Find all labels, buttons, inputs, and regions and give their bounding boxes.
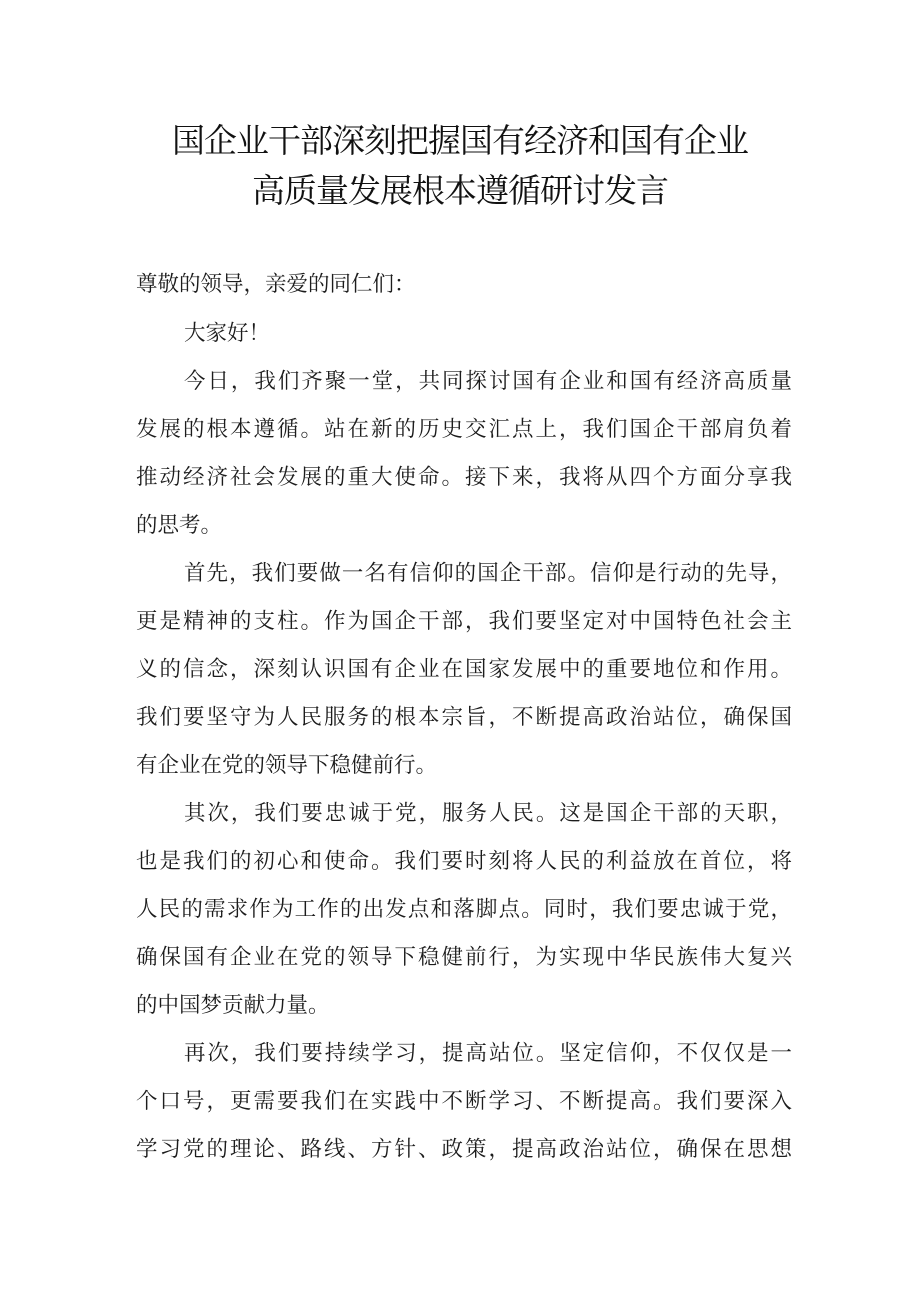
paragraph-1-line-2: 发展的根本遵循。站在新的历史交汇点上，我们国企干部肩负着 — [136, 417, 792, 442]
paragraph-2-line-2: 更是精神的支柱。作为国企干部，我们要坚定对中国特色社会主 — [136, 609, 792, 634]
document-title-line-2: 高质量发展根本遵循研讨发言 — [252, 171, 668, 210]
paragraph-1-line-1: 今日，我们齐聚一堂，共同探讨国有企业和国有经济高质量 — [184, 369, 792, 394]
paragraph-2-line-5: 有企业在党的领导下稳健前行。 — [136, 753, 438, 778]
greeting: 大家好！ — [184, 321, 271, 346]
paragraph-3-line-2: 也是我们的初心和使命。我们要时刻将人民的利益放在首位，将 — [136, 849, 792, 874]
paragraph-2-line-3: 义的信念，深刻认识国有企业在国家发展中的重要地位和作用。 — [136, 657, 792, 682]
paragraph-3-line-5: 的中国梦贡献力量。 — [136, 993, 330, 1018]
paragraph-3-line-3: 人民的需求作为工作的出发点和落脚点。同时，我们要忠诚于党， — [136, 897, 792, 922]
paragraph-4-line-1: 再次，我们要持续学习，提高站位。坚定信仰，不仅仅是一 — [184, 1041, 792, 1066]
paragraph-4-line-2: 个口号，更需要我们在实践中不断学习、不断提高。我们要深入 — [136, 1089, 792, 1114]
paragraph-1-line-4: 的思考。 — [136, 513, 223, 538]
paragraph-3-line-4: 确保国有企业在党的领导下稳健前行，为实现中华民族伟大复兴 — [136, 945, 792, 970]
paragraph-3-line-1: 其次，我们要忠诚于党，服务人民。这是国企干部的天职， — [184, 801, 792, 826]
paragraph-2-line-1: 首先，我们要做一名有信仰的国企干部。信仰是行动的先导， — [184, 561, 792, 586]
paragraph-2-line-4: 我们要坚守为人民服务的根本宗旨，不断提高政治站位，确保国 — [136, 705, 792, 730]
document-title-line-1: 国企业干部深刻把握国有经济和国有企业 — [172, 121, 748, 160]
paragraph-4-line-3: 学习党的理论、路线、方针、政策，提高政治站位，确保在思想 — [136, 1137, 792, 1162]
salutation: 尊敬的领导，亲爱的同仁们： — [136, 272, 416, 297]
paragraph-1-line-3: 推动经济社会发展的重大使命。接下来，我将从四个方面分享我 — [136, 465, 792, 490]
